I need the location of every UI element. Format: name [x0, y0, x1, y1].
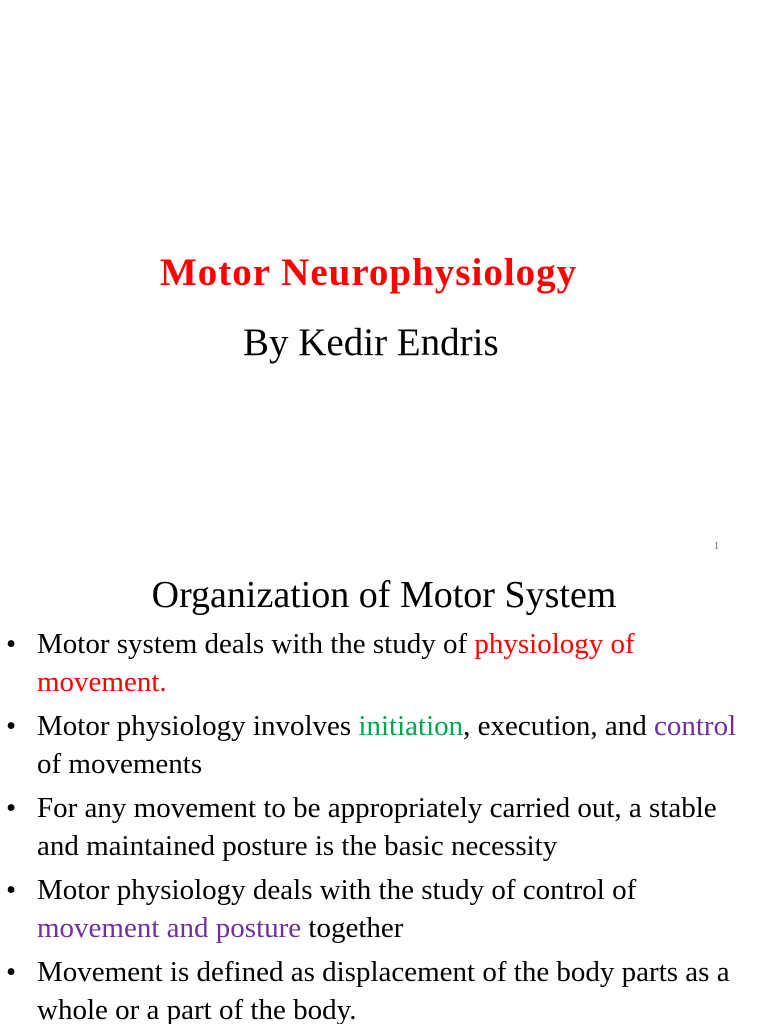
author-line: By Kedir Endris [243, 321, 499, 364]
highlight-purple: movement and posture [37, 912, 302, 944]
bullet-text: together [301, 912, 404, 944]
bullet-item [0, 789, 768, 865]
bullet-item [0, 953, 768, 1024]
bullet-item [0, 625, 768, 701]
bullet-item [0, 871, 768, 947]
highlight-green: initiation [358, 710, 464, 742]
slide-title: Organization of Motor System [151, 574, 617, 616]
bullet-item [0, 707, 768, 783]
content-slide [0, 565, 768, 1024]
bullet-list [0, 625, 768, 1024]
bullet-text: For any movement to be appropriately carried out, a stable and maintained posture is the basic necessity [37, 792, 717, 862]
bullet-text: of movements [37, 748, 203, 780]
bullet-text: Motor system deals with the study of [37, 628, 475, 660]
bullet-text: Motor physiology deals with the study of control of [37, 874, 637, 906]
bullet-text: , execution, and [463, 710, 654, 742]
page-number: 1 [714, 541, 719, 552]
bullet-text: Motor physiology involves [37, 710, 359, 742]
presentation-title: Motor Neurophysiology [160, 251, 578, 294]
highlight-red: physiology of movement. [37, 628, 635, 698]
highlight-purple: control [654, 710, 737, 742]
bullet-text: Movement is defined as displacement of the body parts as a whole or a part of the body. [37, 956, 730, 1024]
